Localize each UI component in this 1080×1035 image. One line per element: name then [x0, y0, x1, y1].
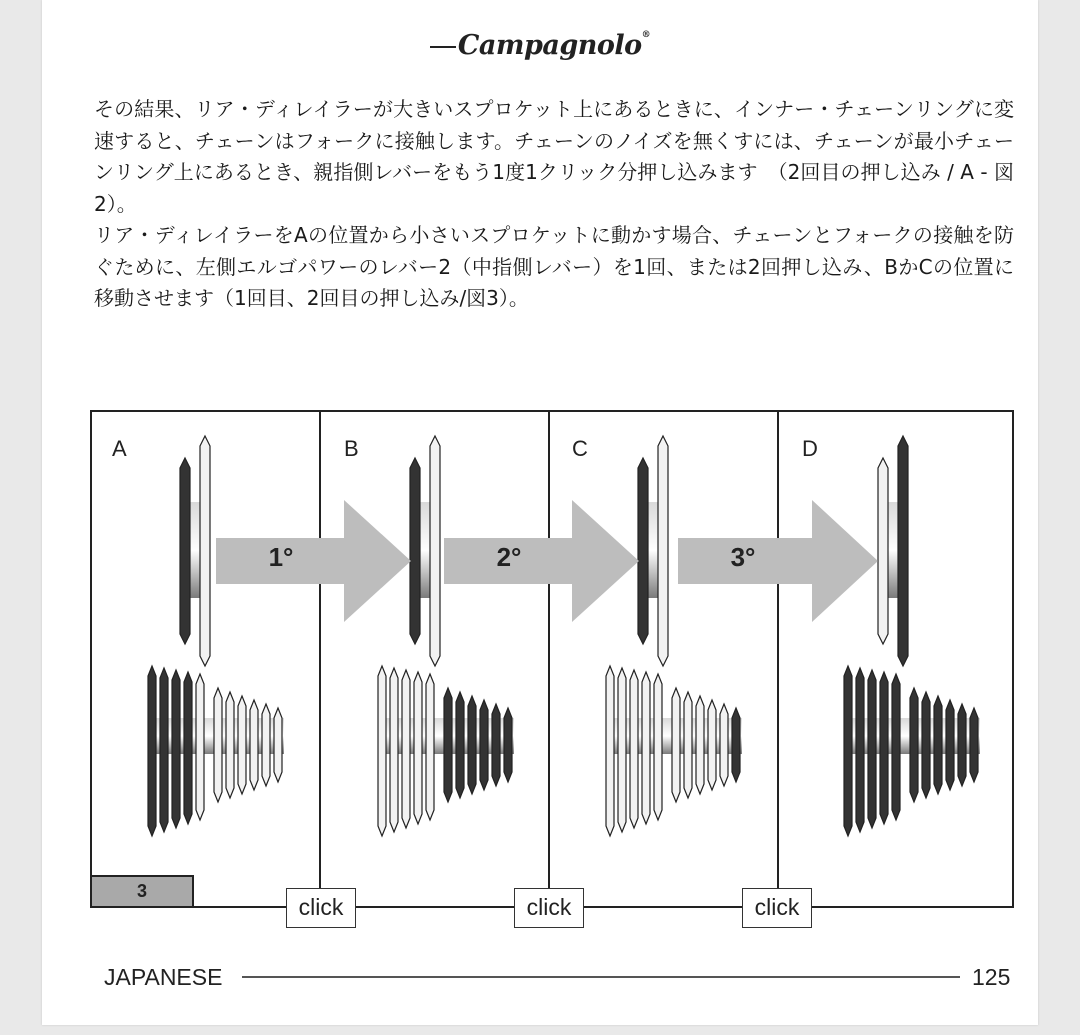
footer-language: JAPANESE — [104, 964, 223, 990]
manual-page — [42, 0, 1038, 1025]
cassette-cog — [402, 670, 410, 828]
panel-label-c: C — [572, 436, 588, 461]
shift-arrow-2 — [444, 500, 644, 622]
engaged-cog — [492, 704, 500, 786]
click-label-2: click — [514, 888, 584, 928]
cassette-cog — [708, 700, 716, 790]
click-label-1: click — [286, 888, 356, 928]
cassette-cog — [390, 668, 398, 832]
figure-3 — [90, 410, 1014, 908]
cassette-cog — [618, 668, 626, 832]
engaged-cog — [504, 708, 512, 782]
engaged-cog — [946, 700, 954, 790]
cassette-cog — [196, 674, 204, 820]
engaged-cog — [172, 670, 180, 828]
cassette-cog — [226, 692, 234, 798]
campagnolo-logo — [42, 30, 1038, 61]
small-chainring — [878, 458, 888, 644]
engaged-cog — [844, 666, 852, 836]
engaged-cog — [868, 670, 876, 828]
small-chainring — [180, 458, 190, 644]
engaged-cog — [856, 668, 864, 832]
engaged-cog — [880, 672, 888, 824]
cassette-cog — [250, 700, 258, 790]
large-chainring — [898, 436, 908, 666]
cassette-cog — [672, 688, 680, 802]
shift-arrow-1 — [216, 500, 416, 622]
chainring-and-cassette-drawings — [92, 412, 1012, 906]
cassette-cog — [720, 704, 728, 786]
engaged-cog — [480, 700, 488, 790]
panel-label-b: B — [344, 436, 359, 461]
engaged-cog — [958, 704, 966, 786]
engaged-cog — [934, 696, 942, 794]
cassette-cog — [696, 696, 704, 794]
large-chainring — [200, 436, 210, 666]
cassette-cog — [262, 704, 270, 786]
click-label-3: click — [742, 888, 812, 928]
paragraph-2: リア・ディレイラーをAの位置から小さいスプロケットに動かす場合、チェーンとフォークの接触を防ぐために、左側エルゴパワーのレバー2（中指側レバー）を1回、または2回押し込み、BかCの位置に移動させます（1回目、2回目の押し込み/図3）。 — [94, 223, 1014, 310]
cassette-cog — [684, 692, 692, 798]
cassette-cog — [606, 666, 614, 836]
engaged-cog — [444, 688, 452, 802]
cassette-cog — [642, 672, 650, 824]
cassette-cog — [214, 688, 222, 802]
footer-rule — [242, 976, 960, 978]
engaged-cog — [468, 696, 476, 794]
page-number: 125 — [972, 964, 1011, 990]
engaged-cog — [910, 688, 918, 802]
body-text — [94, 94, 1014, 315]
cassette-cog — [630, 670, 638, 828]
engaged-cog — [922, 692, 930, 798]
cassette-cog — [426, 674, 434, 820]
arrow-1-label: 1° — [268, 542, 294, 572]
engaged-cog — [160, 668, 168, 832]
shift-arrow-3 — [678, 500, 878, 622]
cassette-cog — [238, 696, 246, 794]
panel-label-d: D — [802, 436, 818, 461]
logo-text: Campagnolo — [457, 30, 642, 61]
engaged-cog — [732, 708, 740, 782]
engaged-cog — [970, 708, 978, 782]
large-chainring — [430, 436, 440, 666]
arrow-3-label: 3° — [730, 542, 756, 572]
large-chainring — [658, 436, 668, 666]
engaged-cog — [892, 674, 900, 820]
engaged-cog — [184, 672, 192, 824]
cassette-cog — [378, 666, 386, 836]
engaged-cog — [456, 692, 464, 798]
paragraph-1: その結果、リア・ディレイラーが大きいスプロケット上にあるときに、インナー・チェーンリングに変速すると、チェーンはフォークに接触します。チェーンのノイズを無くすには、チェーンが最小チェーンリング上にあるとき、親指側レバーをもう1度1クリック分押し込みます （2回目の押し込み / A - 図2）。 — [94, 97, 1014, 216]
figure-number-tab: 3 — [92, 875, 194, 906]
arrow-2-label: 2° — [496, 542, 522, 572]
cassette-cog — [654, 674, 662, 820]
logo-swash — [430, 46, 456, 48]
panel-label-a: A — [112, 436, 127, 461]
registered-mark-icon: ® — [641, 30, 651, 40]
cassette-cog — [414, 672, 422, 824]
cassette-cog — [274, 708, 282, 782]
engaged-cog — [148, 666, 156, 836]
